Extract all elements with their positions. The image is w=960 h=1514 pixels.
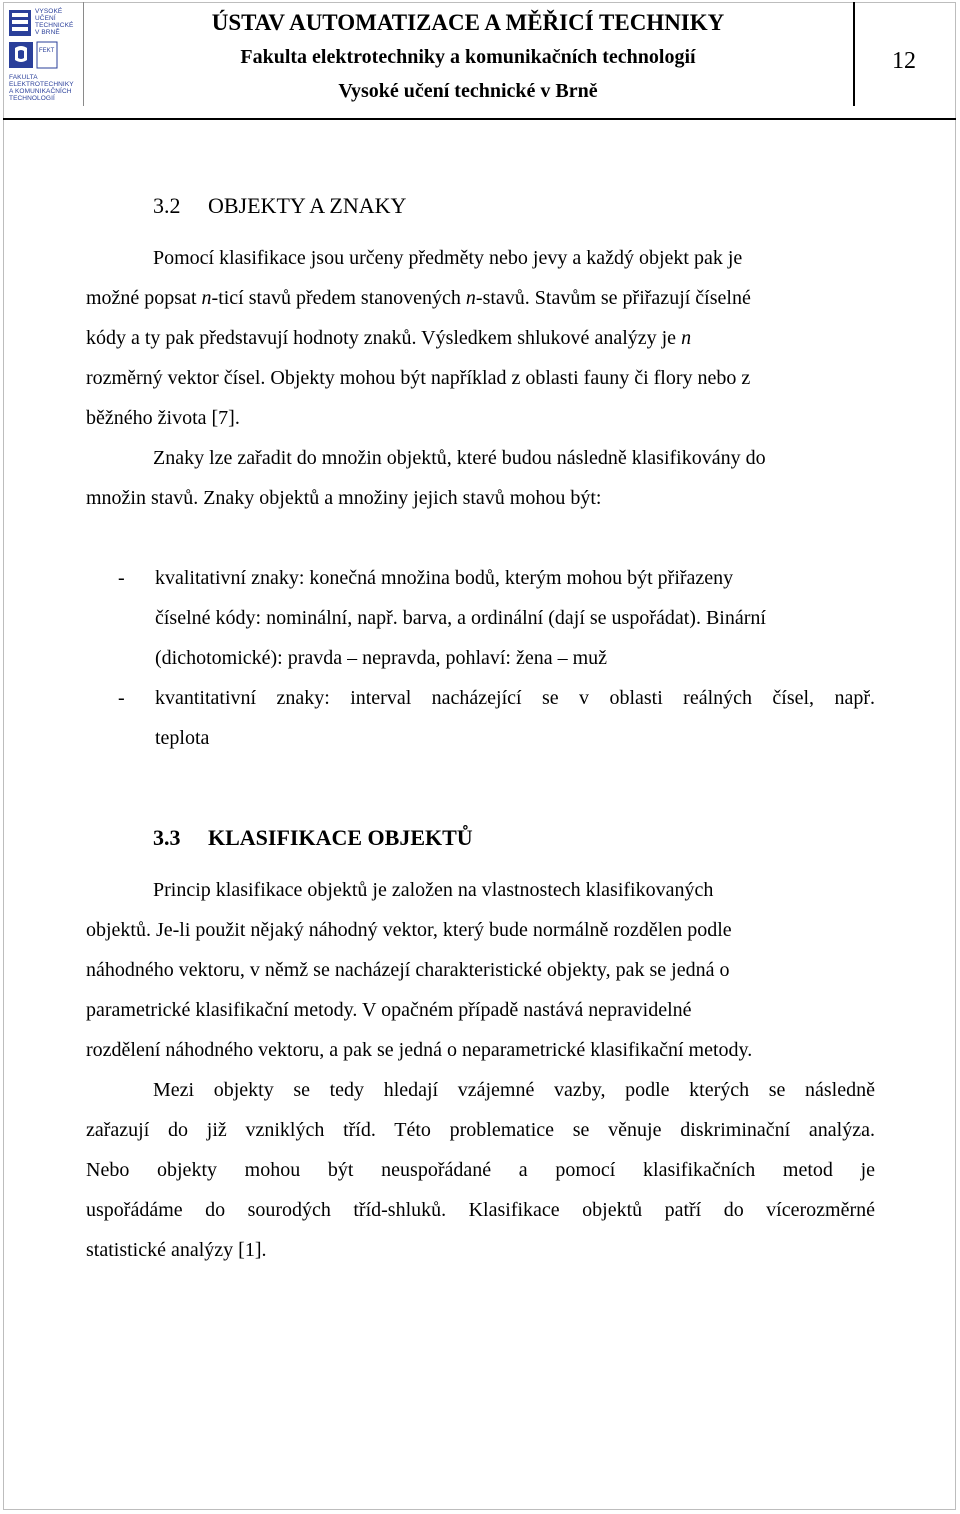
header-title-box xyxy=(83,2,855,106)
paragraph-line: rozměrný vektor čísel. Objekty mohou být například z oblasti fauny či flory nebo z xyxy=(86,367,751,389)
paragraph-line: Mezi objekty se tedy hledají vzájemné vazby, podle kterých se následně xyxy=(153,1079,875,1101)
page-header xyxy=(3,2,956,120)
logo-text-line: TECHNOLOGIÍ xyxy=(9,95,55,102)
university-logo xyxy=(3,2,84,106)
logo-text-line: FAKULTA xyxy=(9,74,38,81)
paragraph-line: statistické analýzy [1]. xyxy=(86,1239,267,1261)
section-heading-title: OBJEKTY A ZNAKY xyxy=(208,193,407,218)
list-item-line: číselné kódy: nominální, např. barva, a ordinální (dají se uspořádat). Binární xyxy=(155,607,766,629)
paragraph-line: množin stavů. Znaky objektů a množiny jejich stavů mohou být: xyxy=(86,487,602,509)
paragraph-line: běžného života [7]. xyxy=(86,407,240,429)
institute-name: ÚSTAV AUTOMATIZACE A MĚŘICÍ TECHNIKY xyxy=(211,10,725,35)
svg-text:FEKT: FEKT xyxy=(39,48,55,54)
university-name: Vysoké učení technické v Brně xyxy=(338,80,598,102)
paragraph-line: parametrické klasifikační metody. V opačném případě nastává nepravidelné xyxy=(86,999,692,1021)
bullet-dash: - xyxy=(118,567,125,589)
paragraph-line: Nebo objekty mohou být neuspořádané a pomocí klasifikačních metod je xyxy=(86,1159,875,1181)
paragraph-line: Znaky lze zařadit do množin objektů, které budou následně klasifikovány do xyxy=(153,447,766,469)
paragraph-line: možné popsat n-ticí stavů předem stanovených n-stavů. Stavům se přiřazují číselné xyxy=(86,287,751,309)
paragraph-line: Pomocí klasifikace jsou určeny předměty nebo jevy a každý objekt pak je xyxy=(153,247,743,269)
logo-text-line: ELEKTROTECHNIKY xyxy=(9,81,74,88)
section-heading-number: 3.3 xyxy=(153,825,181,850)
paragraph-line: rozdělení náhodného vektoru, a pak se jedná o neparametrické klasifikační metody. xyxy=(86,1039,753,1061)
list-item-line: teplota xyxy=(155,727,210,749)
logo-text-line: VYSOKÉ xyxy=(35,8,63,15)
paragraph-line: zařazují do již vzniklých tříd. Této problematice se věnuje diskriminační analýza. xyxy=(86,1119,875,1141)
logo-text-line: UČENÍ xyxy=(35,15,56,22)
paragraph-line: Princip klasifikace objektů je založen na vlastnostech klasifikovaných xyxy=(153,879,714,901)
section-heading-number: 3.2 xyxy=(153,193,181,218)
section-heading-title: KLASIFIKACE OBJEKTŮ xyxy=(208,825,473,850)
logo-text-line: TECHNICKÉ xyxy=(35,22,74,29)
bullet-dash: - xyxy=(118,687,125,709)
page-number: 12 xyxy=(892,48,916,74)
list-item-line: (dichotomické): pravda – nepravda, pohlaví: žena – muž xyxy=(155,647,608,669)
list-item-line: kvantitativní znaky: interval nacházející se v oblasti reálných čísel, např. xyxy=(155,687,875,709)
page-frame xyxy=(3,2,956,1510)
logo-text-line: A KOMUNIKAČNÍCH xyxy=(9,88,72,95)
paragraph-line: objektů. Je-li použit nějaký náhodný vektor, který bude normálně rozdělen podle xyxy=(86,919,732,941)
paragraph-line: kódy a ty pak představují hodnoty znaků. Výsledkem shlukové analýzy je n xyxy=(86,327,692,349)
paragraph-line: náhodného vektoru, v němž se nacházejí charakteristické objekty, pak se jedná o xyxy=(86,959,730,981)
list-item-line: kvalitativní znaky: konečná množina bodů, kterým mohou být přiřazeny xyxy=(155,567,734,589)
faculty-name: Fakulta elektrotechniky a komunikačních technologií xyxy=(240,46,696,68)
logo-text-line: V BRNĚ xyxy=(35,29,60,36)
paragraph-line: uspořádáme do sourodých tříd-shluků. Klasifikace objektů patří do vícerozměrné xyxy=(86,1199,875,1221)
